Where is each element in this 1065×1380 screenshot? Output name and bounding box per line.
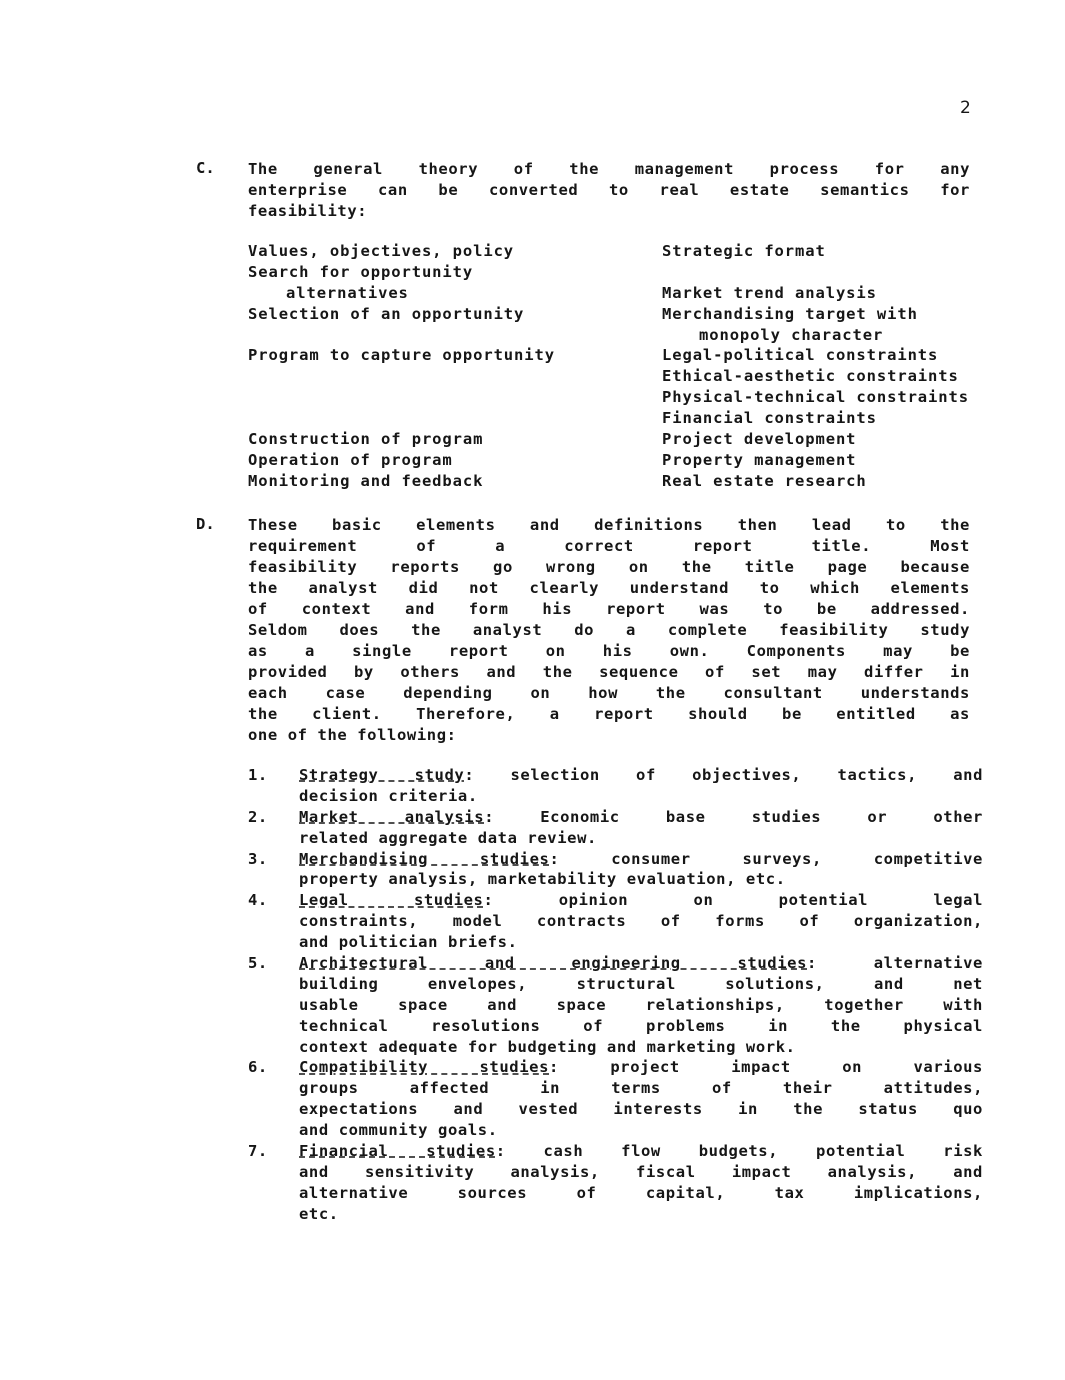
process-table-row — [248, 472, 1048, 493]
section-d-line: the client. Therefore, a report should be entitled as — [248, 705, 970, 723]
item-continuation-line: context adequate for budgeting and marketing work. — [299, 1037, 796, 1056]
report-type-description: : project impact on various — [549, 1058, 983, 1077]
process-table-row — [248, 367, 1048, 388]
process-table-row — [248, 284, 1048, 305]
item-continuation-line: groups affected in terms of their attitudes, — [299, 1079, 983, 1098]
process-table-row — [248, 305, 1048, 326]
section-c-line: The general theory of the management process for any — [248, 160, 970, 178]
process-table-row — [248, 242, 1048, 263]
process-table-row — [248, 451, 1048, 472]
section-d-line: as a single report on his own. Components may be — [248, 642, 970, 660]
report-type-term: Architectural and engineering studies — [299, 954, 808, 973]
report-type-term: Compatibility studies — [299, 1058, 550, 1077]
report-type-description: : consumer surveys, competitive — [549, 849, 983, 868]
management-process-step: Operation of program — [248, 450, 453, 469]
section-d-line: These basic elements and definitions then lead to the — [248, 516, 970, 534]
real-estate-equivalent: Financial constraints — [662, 409, 877, 428]
item-continuation-line: property analysis, marketability evaluation, etc. — [299, 870, 786, 889]
process-table-row — [248, 388, 1048, 409]
report-type-term: Financial studies — [299, 1142, 496, 1161]
item-number: 1. — [248, 766, 268, 784]
report-type-description: : cash flow budgets, potential risk — [495, 1142, 983, 1161]
section-c-paragraph — [248, 159, 970, 222]
item-continuation-line: technical resolutions of problems in the physical — [299, 1016, 983, 1035]
item-continuation-line: expectations and vested interests in the status quo — [299, 1100, 983, 1119]
report-types-list — [248, 766, 988, 1226]
report-type-item — [248, 891, 988, 954]
management-process-step: Values, objectives, policy — [248, 242, 515, 260]
item-continuation-line: constraints, model contracts of forms of organization, — [299, 912, 983, 931]
process-table-row — [248, 326, 1048, 347]
process-table — [248, 242, 1048, 493]
item-first-line — [299, 850, 983, 871]
management-process-step: Search for opportunity — [248, 262, 474, 281]
management-process-step: Selection of an opportunity — [248, 304, 525, 323]
report-type-term: Strategy study — [299, 766, 465, 784]
item-continuation-line: and politician briefs. — [299, 933, 518, 952]
section-d-line: one of the following: — [248, 726, 457, 744]
item-continuation-line: alternative sources of capital, tax implications, — [299, 1183, 983, 1202]
item-continuation-line: and sensitivity analysis, fiscal impact analysis, and — [299, 1162, 983, 1181]
management-process-step: alternatives — [286, 283, 409, 302]
item-first-line — [299, 1058, 983, 1079]
page-number: 2 — [960, 98, 971, 118]
real-estate-equivalent: Merchandising target with — [662, 304, 918, 323]
item-continuation-line: building envelopes, structural solutions, and net — [299, 974, 983, 993]
section-d-line: Seldom does the analyst do a complete feasibility study — [248, 621, 970, 639]
process-table-row — [248, 263, 1048, 284]
report-type-description: : Economic base studies or other — [484, 807, 983, 826]
report-type-term: Legal studies — [299, 891, 484, 910]
item-number: 3. — [248, 849, 268, 868]
item-continuation-line: related aggregate data review. — [299, 828, 597, 847]
item-first-line — [299, 808, 983, 829]
section-d-line: provided by others and the sequence of set may differ in — [248, 663, 970, 681]
item-continuation-line: decision criteria. — [299, 786, 478, 805]
item-number: 7. — [248, 1142, 268, 1161]
report-type-description: : alternative — [807, 954, 983, 973]
item-number: 4. — [248, 891, 268, 910]
item-number: 6. — [248, 1058, 268, 1077]
section-d-line: requirement of a correct report title. Most — [248, 537, 970, 555]
item-first-line — [299, 1142, 983, 1163]
section-d-line: feasibility reports go wrong on the title page because — [248, 558, 970, 576]
section-d-line: the analyst did not clearly understand to which elements — [248, 579, 970, 597]
real-estate-equivalent: Property management — [662, 450, 857, 469]
management-process-step: Monitoring and feedback — [248, 471, 484, 490]
report-type-item — [248, 850, 988, 892]
report-type-term: Merchandising studies — [299, 849, 550, 868]
section-c-line: feasibility: — [248, 202, 368, 220]
item-continuation-line: usable space and space relationships, together with — [299, 995, 983, 1014]
item-first-line — [299, 766, 983, 787]
management-process-step: Program to capture opportunity — [248, 346, 555, 365]
real-estate-equivalent: monopoly character — [699, 325, 884, 344]
section-c-letter: C. — [196, 159, 215, 177]
section-d-line: each case depending on how the consultant understands — [248, 684, 970, 702]
real-estate-equivalent: Physical-technical constraints — [662, 388, 969, 407]
real-estate-equivalent: Project development — [662, 430, 857, 449]
item-number: 5. — [248, 954, 268, 973]
process-table-row — [248, 430, 1048, 451]
process-table-row — [248, 346, 1048, 367]
section-c-line: enterprise can be converted to real estate semantics for — [248, 181, 970, 199]
item-number: 2. — [248, 807, 268, 826]
item-first-line — [299, 954, 983, 975]
item-continuation-line: etc. — [299, 1204, 339, 1223]
item-continuation-line: and community goals. — [299, 1121, 498, 1140]
section-d-paragraph — [248, 515, 970, 746]
report-type-description: : opinion on potential legal — [483, 891, 983, 910]
report-type-item — [248, 1142, 988, 1226]
section-d-line: of context and form his report was to be addressed. — [248, 600, 970, 618]
real-estate-equivalent: Real estate research — [662, 471, 867, 490]
report-type-description: : selection of objectives, tactics, and — [464, 766, 984, 784]
report-type-term: Market analysis — [299, 807, 485, 826]
report-type-item — [248, 808, 988, 850]
item-first-line — [299, 891, 983, 912]
report-type-item — [248, 954, 988, 1058]
real-estate-equivalent: Legal-political constraints — [662, 346, 939, 365]
report-type-item — [248, 766, 988, 808]
real-estate-equivalent: Market trend analysis — [662, 283, 877, 302]
real-estate-equivalent: Ethical-aesthetic constraints — [662, 367, 959, 386]
management-process-step: Construction of program — [248, 430, 484, 449]
real-estate-equivalent: Strategic format — [662, 242, 826, 260]
report-type-item — [248, 1058, 988, 1142]
process-table-row — [248, 409, 1048, 430]
section-d-letter: D. — [196, 515, 215, 533]
